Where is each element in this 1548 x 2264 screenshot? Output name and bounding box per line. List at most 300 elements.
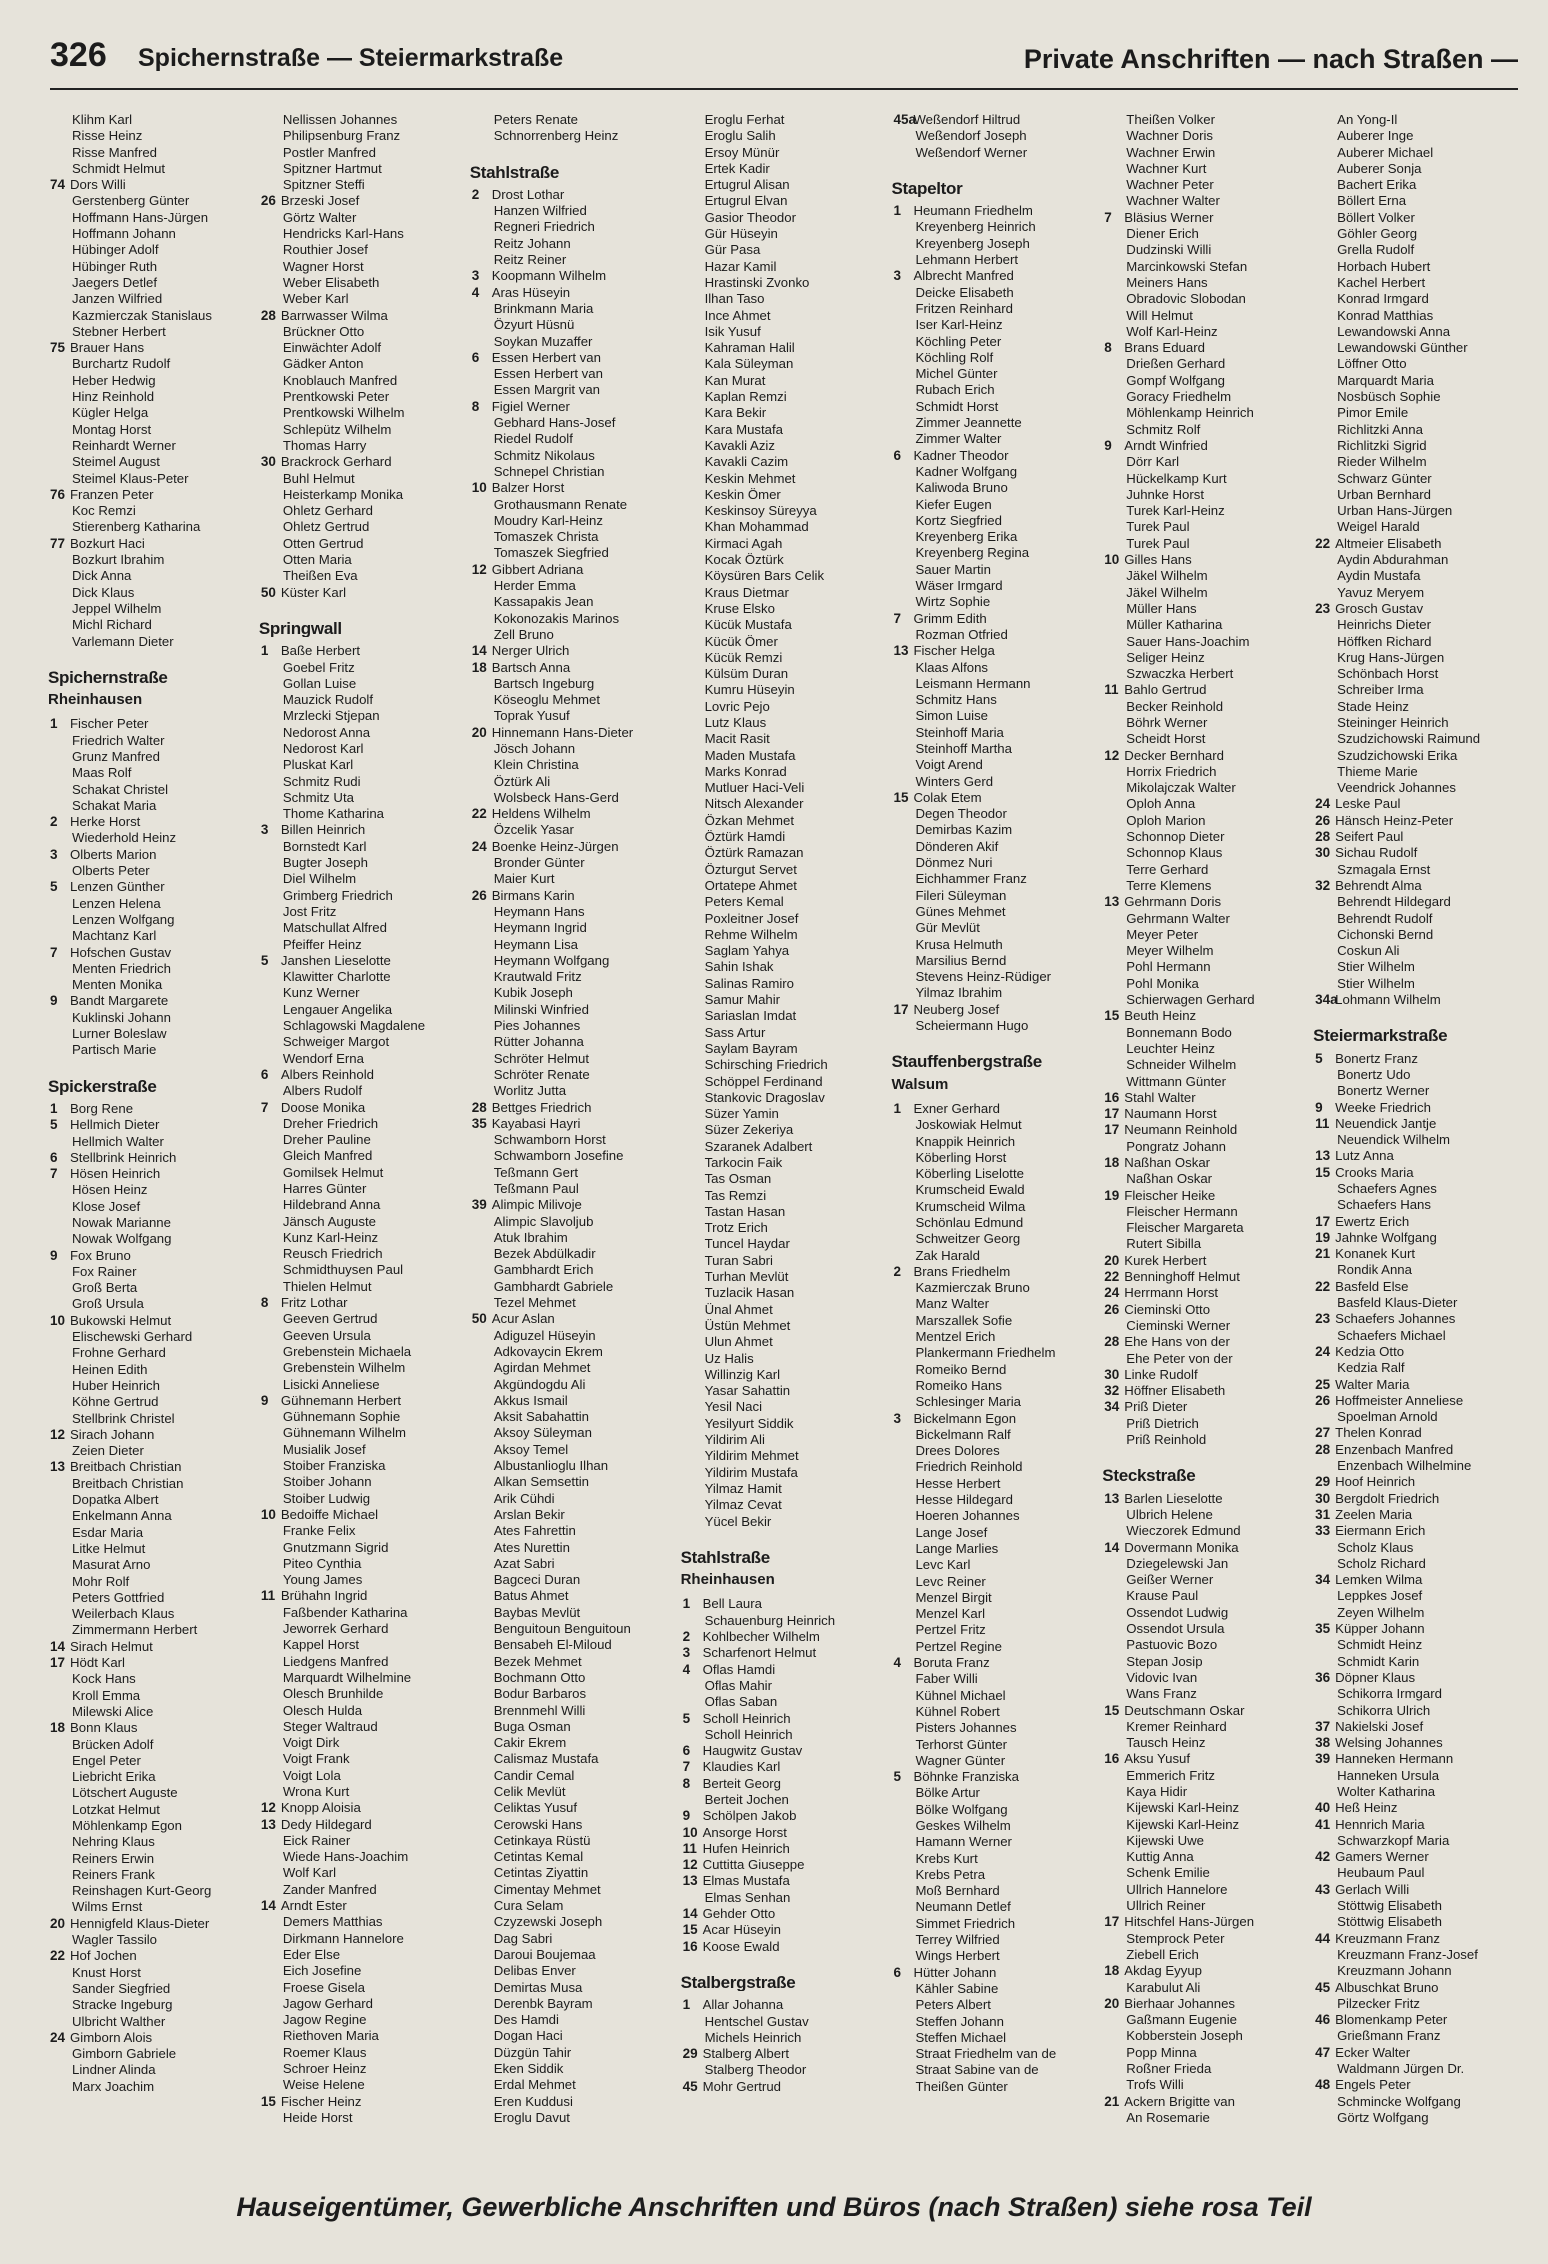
resident-entry: Essen Margrit van (493, 382, 600, 398)
resident-entry: Kühnel Robert (915, 1703, 1000, 1719)
house-number: 77 (50, 535, 66, 551)
house-number: 13 (893, 643, 909, 659)
resident-entry: 14 Dovermann Monika (1104, 1539, 1239, 1555)
resident-entry: Horbach Hubert (1337, 258, 1431, 274)
resident-entry: Tas Osman (704, 1171, 772, 1187)
resident-entry: Bickelmann Ralf (915, 1426, 1011, 1442)
resident-entry: Tausch Heinz (1126, 1735, 1206, 1751)
resident-entry: Lötschert Auguste (72, 1785, 178, 1801)
house-number: 74 (50, 177, 66, 193)
resident-entry: Groß Berta (72, 1280, 138, 1296)
resident-entry: Prentkowski Wilhelm (282, 405, 405, 421)
resident-entry: Brückner Otto (282, 323, 365, 339)
resident-entry: 13 Barlen Lieselotte (1104, 1490, 1223, 1506)
resident-entry: Friedrich Reinhold (915, 1459, 1023, 1475)
resident-entry: Kobberstein Joseph (1126, 2028, 1243, 2044)
house-number: 46 (1315, 2012, 1331, 2028)
resident-entry: Neumann Detlef (915, 1899, 1011, 1915)
resident-entry: Otten Gertrud (282, 535, 364, 551)
resident-entry: Kazmierczak Bruno (915, 1280, 1030, 1296)
resident-entry: Ohletz Gertrud (282, 519, 370, 535)
resident-entry: Stracke Ingeburg (72, 1997, 173, 2013)
resident-entry: 30 Bergdolt Friedrich (1315, 1490, 1440, 1506)
house-number: 24 (1315, 1343, 1331, 1359)
resident-entry: Riethoven Maria (282, 2028, 379, 2044)
resident-entry: 24 Leske Paul (1315, 796, 1401, 812)
resident-entry: Schlesinger Maria (915, 1394, 1021, 1410)
resident-entry: Menzel Birgit (915, 1589, 992, 1605)
resident-entry: Drießen Gerhard (1126, 356, 1226, 372)
resident-entry: Zak Harald (915, 1247, 980, 1263)
resident-entry: Yilmaz Cevat (704, 1497, 782, 1513)
house-number: 18 (1104, 1155, 1120, 1170)
resident-entry: Gür Hüseyin (704, 226, 778, 242)
resident-entry: Michel Günter (915, 366, 998, 382)
house-number: 25 (1315, 1376, 1331, 1392)
house-number: 45 (682, 2078, 698, 2094)
house-number: 2 (682, 1629, 691, 1645)
house-number: 31 (1315, 1506, 1331, 1522)
resident-entry: Plankermann Friedhelm (915, 1345, 1056, 1361)
resident-entry: Celik Mevlüt (493, 1783, 566, 1799)
resident-entry: Stoiber Ludwig (282, 1490, 371, 1506)
resident-entry: 3 Albrecht Manfred (893, 268, 1014, 284)
resident-entry: Neuendick Wilhelm (1337, 1132, 1451, 1148)
resident-entry: Ulun Ahmet (704, 1334, 773, 1350)
resident-entry: Liebricht Erika (72, 1769, 156, 1785)
house-number: 76 (50, 486, 66, 502)
resident-entry: Nedorost Anna (282, 724, 371, 740)
house-number: 50 (471, 1311, 487, 1327)
resident-entry: Aksit Sabahattin (493, 1409, 590, 1425)
resident-entry: 13 Fischer Helga (893, 643, 995, 659)
resident-entry: Zeien Dieter (72, 1443, 144, 1459)
resident-entry: Gühnemann Wilhelm (282, 1425, 406, 1441)
resident-entry: Peters Kemal (704, 894, 784, 910)
resident-entry: Brücken Adolf (72, 1736, 154, 1752)
resident-entry: Buga Osman (493, 1718, 571, 1734)
resident-entry: 23 Grosch Gustav (1315, 600, 1424, 616)
resident-entry: Demers Matthias (282, 1914, 383, 1930)
resident-entry: Tomaszek Siegfried (493, 545, 609, 561)
resident-entry: Uz Halis (704, 1350, 754, 1366)
resident-entry: 50 Küster Karl (260, 584, 347, 600)
resident-entry: 8 Fritz Lothar (260, 1295, 348, 1311)
resident-entry: Kirmaci Agah (704, 535, 783, 551)
house-number: 28 (260, 307, 276, 323)
resident-entry: Terre Klemens (1126, 877, 1212, 893)
resident-entry: Heinen Edith (72, 1361, 148, 1377)
resident-entry: Kraus Dietmar (704, 584, 789, 600)
house-number: 20 (1104, 1252, 1120, 1268)
resident-entry: Samur Mahir (704, 992, 781, 1008)
resident-entry: Roßner Frieda (1126, 2061, 1212, 2077)
resident-entry: Gomilsek Helmut (282, 1164, 384, 1180)
house-number: 7 (1104, 209, 1112, 225)
house-number: 16 (682, 1938, 698, 1954)
resident-entry: Toprak Yusuf (493, 708, 570, 724)
resident-entry: Fleischer Hermann (1126, 1203, 1238, 1219)
house-number: 2 (50, 814, 58, 830)
resident-entry: Heymann Hans (493, 903, 585, 919)
resident-entry: Wans Franz (1126, 1686, 1197, 1702)
resident-entry: Lewandowski Günther (1337, 340, 1468, 356)
resident-entry: 2 Kohlbecher Wilhelm (682, 1629, 820, 1645)
resident-entry: 39 Hanneken Hermann (1315, 1751, 1454, 1767)
resident-entry: 28 Bettges Friedrich (471, 1099, 592, 1115)
house-number: 12 (50, 1426, 66, 1442)
resident-entry: Gädker Anton (282, 356, 364, 372)
resident-entry: Hesse Herbert (915, 1475, 1001, 1491)
resident-entry: Aksoy Temel (493, 1441, 569, 1457)
house-number: 22 (471, 806, 487, 822)
resident-entry: Schmidt Heinz (1337, 1637, 1423, 1653)
resident-entry: 41 Hennrich Maria (1315, 1816, 1425, 1832)
resident-entry: Demirtas Musa (493, 1979, 583, 1995)
resident-entry: Worlitz Jutta (493, 1083, 567, 1099)
resident-entry: Köchling Peter (915, 333, 1002, 349)
resident-entry: Milinski Winfried (493, 1001, 589, 1017)
resident-entry: 20 Hinnemann Hans-Dieter (471, 724, 634, 740)
resident-entry: 34 Priß Dieter (1104, 1399, 1188, 1415)
resident-entry: Kremer Reinhard (1126, 1718, 1227, 1734)
resident-entry: Weise Helene (282, 2077, 365, 2093)
resident-entry: Elmas Senhan (704, 1889, 791, 1905)
house-number: 15 (1104, 1008, 1120, 1024)
resident-entry: Mentzel Erich (915, 1329, 996, 1345)
resident-entry: Ziebell Erich (1126, 1946, 1199, 1962)
house-number: 9 (1104, 437, 1112, 453)
resident-entry: Engel Peter (72, 1752, 141, 1768)
resident-entry: Prentkowski Peter (282, 389, 390, 405)
resident-entry: Bezek Abdülkadir (493, 1246, 596, 1262)
resident-entry: Willinzig Karl (704, 1366, 781, 1382)
resident-entry: Cichonski Bernd (1337, 926, 1434, 942)
resident-entry: Özturgut Servet (704, 861, 797, 877)
resident-entry: Schmitz Rolf (1126, 421, 1201, 437)
resident-entry: Meyer Peter (1126, 926, 1199, 942)
resident-entry: Levc Karl (915, 1557, 971, 1573)
resident-entry: Stankovic Dragoslav (704, 1089, 825, 1105)
house-number: 10 (260, 1506, 276, 1522)
resident-entry: Hentschel Gustav (704, 2013, 809, 2029)
resident-entry: Alimpic Slavoljub (493, 1213, 594, 1229)
resident-entry: 26 Brzeski Josef (260, 193, 360, 209)
resident-entry: Terrey Wilfried (915, 1932, 1000, 1948)
resident-entry: Menten Monika (72, 977, 163, 993)
house-number: 26 (1315, 812, 1331, 828)
house-number: 15 (1315, 1164, 1331, 1180)
resident-entry: Leismann Hermann (915, 675, 1031, 691)
house-number: 4 (682, 1661, 691, 1677)
house-number: 18 (471, 659, 487, 675)
resident-entry: Dogan Haci (493, 2028, 563, 2044)
resident-entry: Szaranek Adalbert (704, 1138, 813, 1154)
resident-entry: Gebhard Hans-Josef (493, 415, 616, 431)
resident-entry: 50 Acur Aslan (471, 1311, 555, 1327)
resident-entry: Lovric Pejo (704, 698, 770, 714)
resident-entry: Partisch Marie (72, 1042, 157, 1058)
resident-entry: Thieme Marie (1337, 763, 1418, 779)
column-3 (466, 112, 677, 2170)
resident-entry: 22 Heldens Wilhelm (471, 806, 591, 822)
resident-entry: Lutz Klaus (704, 714, 767, 730)
resident-entry: 5 Böhnke Franziska (893, 1769, 1019, 1785)
resident-entry: 26 Hänsch Heinz-Peter (1315, 812, 1454, 828)
resident-entry: Weilerbach Klaus (72, 1606, 175, 1622)
street-heading: Stapeltor (891, 180, 963, 198)
resident-entry: Elischewski Gerhard (72, 1329, 193, 1345)
resident-entry: Musialik Josef (282, 1441, 366, 1457)
house-number: 16 (1104, 1751, 1120, 1767)
resident-entry: Nedorost Karl (282, 740, 364, 756)
resident-entry: Ulbrich Helene (1126, 1506, 1213, 1522)
resident-entry: Yavuz Meryem (1337, 584, 1425, 600)
resident-entry: Froese Gisela (282, 1979, 365, 1995)
resident-entry: Wolf Karl-Heinz (1126, 323, 1218, 339)
resident-entry: Hübinger Ruth (72, 258, 158, 274)
resident-entry: Hoffmann Johann (72, 226, 176, 242)
house-number: 21 (1315, 1246, 1331, 1262)
house-number: 14 (260, 1898, 276, 1914)
resident-entry: Schöppel Ferdinand (704, 1073, 823, 1089)
resident-entry: 5 Hellmich Dieter (50, 1117, 160, 1133)
resident-entry: Straat Friedhelm van de (915, 2046, 1057, 2062)
resident-entry: Hendricks Karl-Hans (282, 226, 404, 242)
resident-entry: Cetinkaya Rüstü (493, 1832, 591, 1848)
resident-entry: 7 Grimm Edith (893, 610, 987, 626)
resident-entry: Schirsching Friedrich (704, 1057, 828, 1073)
resident-entry: 77 Bozkurt Haci (50, 535, 145, 551)
resident-entry: Schmidt Karin (1337, 1653, 1420, 1669)
resident-entry: Bagceci Duran (493, 1572, 581, 1588)
resident-entry: Schmidt Helmut (72, 160, 166, 176)
resident-entry: Wagner Horst (282, 258, 364, 274)
house-number: 30 (1104, 1366, 1120, 1382)
resident-entry: Marks Konrad (704, 763, 787, 779)
street-heading: Stahlstraße (469, 164, 560, 181)
resident-entry: Keskin Mehmet (704, 470, 796, 486)
resident-entry: 18 Bartsch Anna (471, 659, 571, 675)
resident-entry: Hesse Hildegard (915, 1492, 1013, 1508)
house-number: 24 (1315, 796, 1331, 812)
street-heading: Springwall (258, 620, 342, 638)
resident-entry: Dönmez Nuri (915, 855, 993, 871)
resident-entry: 48 Engels Peter (1315, 2077, 1411, 2093)
house-number: 8 (471, 398, 480, 414)
resident-entry: Lange Josef (915, 1524, 988, 1540)
resident-entry: 9 Gühnemann Herbert (260, 1392, 402, 1408)
house-number: 5 (260, 952, 269, 968)
resident-entry: Friedrich Walter (72, 732, 165, 748)
resident-entry: Czyzewski Joseph (493, 1914, 603, 1930)
resident-entry: Yilmaz Hamit (704, 1480, 782, 1496)
resident-entry: Rondik Anna (1337, 1262, 1412, 1278)
resident-entry: Bartsch Ingeburg (493, 675, 595, 691)
resident-entry: Harres Günter (282, 1181, 367, 1196)
resident-entry: 33 Eiermann Erich (1315, 1523, 1426, 1539)
resident-entry: Degen Theodor (915, 806, 1007, 822)
resident-entry: Erdal Mehmet (493, 2077, 576, 2093)
resident-entry: Klaas Alfons (915, 659, 989, 675)
resident-entry: 7 Hösen Heinrich (50, 1166, 161, 1182)
resident-entry: Wagner Günter (915, 1752, 1006, 1768)
resident-entry: Bozkurt Ibrahim (72, 552, 165, 568)
resident-entry: 21 Ackern Brigitte van (1104, 2093, 1235, 2109)
resident-entry: Terhorst Günter (915, 1736, 1008, 1752)
resident-entry: Isik Yusuf (704, 323, 761, 339)
resident-entry: 32 Behrendt Alma (1315, 877, 1422, 893)
resident-entry: Marquardt Wilhelmine (282, 1669, 412, 1685)
resident-entry: 3 Olberts Marion (50, 846, 157, 862)
resident-entry: 19 Jahnke Wolfgang (1315, 1229, 1437, 1245)
house-number: 6 (50, 1149, 58, 1165)
resident-entry: Konrad Matthias (1337, 307, 1434, 323)
house-number: 35 (1315, 1621, 1331, 1637)
resident-entry: Lehmann Herbert (915, 252, 1019, 268)
resident-entry: Wieczorek Edmund (1126, 1523, 1241, 1539)
resident-entry: 43 Gerlach Willi (1315, 1881, 1410, 1897)
resident-entry: Mrzlecki Stjepan (282, 708, 380, 724)
resident-entry: Ince Ahmet (704, 307, 771, 323)
resident-entry: Eick Rainer (282, 1832, 351, 1848)
house-number: 26 (260, 193, 276, 209)
resident-entry: Akgündogdu Ali (493, 1376, 586, 1392)
resident-entry: Matschullat Alfred (282, 920, 387, 936)
resident-entry: 11 Neuendick Jantje (1315, 1115, 1437, 1131)
house-number: 7 (50, 944, 58, 960)
resident-entry: Sauer Martin (915, 561, 991, 577)
resident-entry: Ullrich Reiner (1126, 1898, 1206, 1914)
resident-entry: 4 Boruta Franz (893, 1655, 990, 1671)
resident-entry: Schweiger Margot (282, 1034, 390, 1050)
house-number: 2 (471, 186, 480, 202)
resident-entry: Kijewski Uwe (1126, 1832, 1204, 1848)
resident-entry: Khan Mohammad (704, 519, 809, 535)
resident-entry: Adkovaycin Ekrem (493, 1343, 603, 1359)
resident-entry: 18 Naßhan Oskar (1104, 1155, 1211, 1170)
resident-entry: Steinhoff Martha (915, 740, 1012, 756)
resident-entry: Grebenstein Michaela (282, 1343, 412, 1359)
resident-entry: Gambhardt Gabriele (493, 1278, 614, 1294)
resident-entry: Batus Ahmet (493, 1588, 569, 1604)
house-number: 32 (1104, 1383, 1120, 1399)
resident-entry: Köysüren Bars Celik (704, 568, 825, 584)
resident-entry: Grothausmann Renate (493, 496, 628, 512)
resident-entry: Özyurt Hüsnü (493, 317, 575, 333)
resident-entry: Mohr Rolf (72, 1573, 130, 1589)
resident-entry: Zell Bruno (493, 626, 554, 642)
resident-entry: Wirtz Sophie (915, 594, 991, 610)
resident-entry: Schwarzkopf Maria (1337, 1832, 1450, 1848)
resident-entry: Juhnke Horst (1126, 486, 1204, 502)
resident-entry: 7 Bläsius Werner (1104, 209, 1214, 225)
house-number: 9 (1315, 1099, 1323, 1115)
resident-entry: Schakat Christel (72, 781, 169, 797)
resident-entry: Esdar Maria (72, 1524, 144, 1540)
resident-entry: 3 Koopmann Wilhelm (471, 268, 607, 284)
resident-entry: Schönlau Edmund (915, 1215, 1024, 1230)
resident-entry: 1 Baße Herbert (260, 643, 361, 659)
resident-entry: Klawitter Charlotte (282, 969, 391, 985)
resident-entry: Obradovic Slobodan (1126, 291, 1246, 307)
resident-entry: Reiners Frank (72, 1866, 155, 1882)
resident-entry: Gaßmann Eugenie (1126, 2012, 1237, 2028)
resident-entry: Ortatepe Ahmet (704, 877, 797, 893)
resident-entry: Öztürk Ramazan (704, 845, 804, 861)
resident-entry: Krebs Kurt (915, 1850, 978, 1866)
resident-entry: Wilms Ernst (72, 1899, 143, 1915)
resident-entry: Atuk Ibrahim (493, 1229, 568, 1245)
resident-entry: 30 Linke Rudolf (1104, 1366, 1198, 1382)
resident-entry: Dick Anna (72, 568, 132, 584)
resident-entry: Marszallek Sofie (915, 1312, 1013, 1328)
resident-entry: Wagler Tassilo (72, 1932, 158, 1948)
resident-entry: Priß Dietrich (1126, 1415, 1199, 1431)
house-number: 3 (893, 1410, 901, 1426)
house-number: 8 (1104, 340, 1112, 356)
resident-entry: Yildirim Mehmet (704, 1448, 799, 1464)
house-number: 3 (260, 822, 269, 838)
resident-entry: Michl Richard (72, 617, 152, 633)
resident-entry: Nehring Klaus (72, 1834, 155, 1850)
house-number: 36 (1315, 1669, 1331, 1685)
resident-entry: Moudry Karl-Heinz (493, 512, 603, 528)
resident-entry: 20 Kurek Herbert (1104, 1252, 1207, 1268)
house-number: 28 (1315, 1441, 1331, 1457)
house-number: 20 (50, 1915, 66, 1931)
house-number: 29 (1315, 1474, 1331, 1490)
resident-entry: 13 Gehrmann Doris (1104, 894, 1222, 910)
resident-entry: Koc Remzi (72, 503, 136, 519)
house-number: 15 (260, 2093, 276, 2109)
resident-entry: Cura Selam (493, 1898, 564, 1914)
resident-entry: Auberer Michael (1337, 144, 1434, 160)
resident-entry: Geißer Werner (1126, 1572, 1214, 1588)
resident-entry: 14 Sirach Helmut (50, 1638, 153, 1654)
resident-entry: Faber Willi (915, 1671, 978, 1687)
resident-entry: Pilzecker Fritz (1337, 1995, 1420, 2011)
resident-entry: 17 Hödt Karl (50, 1655, 125, 1671)
resident-entry: Reitz Johann (493, 235, 571, 251)
resident-entry: Heide Horst (282, 2109, 353, 2125)
resident-entry: 4 Aras Hüseyin (471, 284, 571, 300)
house-number: 17 (893, 1001, 909, 1017)
resident-entry: 5 Scholl Heinrich (682, 1710, 791, 1726)
resident-entry: 75 Brauer Hans (50, 340, 145, 356)
house-number: 11 (1315, 1115, 1330, 1131)
resident-entry: Wolf Karl (282, 1865, 337, 1881)
resident-entry: Schmitz Hans (915, 692, 997, 708)
resident-entry: Burchartz Rudolf (72, 356, 171, 372)
resident-entry: Stöttwig Elisabeth (1337, 1914, 1442, 1930)
resident-entry: Kock Hans (72, 1671, 136, 1687)
resident-entry: 15 Colak Etem (893, 789, 982, 805)
resident-entry: Stevens Heinz-Rüdiger (915, 969, 1052, 985)
resident-entry: Köberling Liselotte (915, 1166, 1024, 1182)
resident-entry: Pohl Monika (1126, 975, 1199, 991)
house-number: 6 (471, 349, 480, 365)
resident-entry: 12 Decker Bernhard (1104, 747, 1224, 763)
resident-entry: Schwarz Günter (1337, 470, 1432, 486)
resident-entry: Tuzlacik Hasan (704, 1285, 795, 1301)
resident-entry: Wrona Kurt (282, 1783, 350, 1799)
resident-entry: Ersoy Münür (704, 144, 780, 160)
resident-entry: Jaegers Detlef (72, 274, 158, 290)
resident-entry: Grunz Manfred (72, 748, 160, 764)
resident-entry: Gehrmann Walter (1126, 910, 1230, 926)
resident-entry: Dörr Karl (1126, 454, 1180, 470)
